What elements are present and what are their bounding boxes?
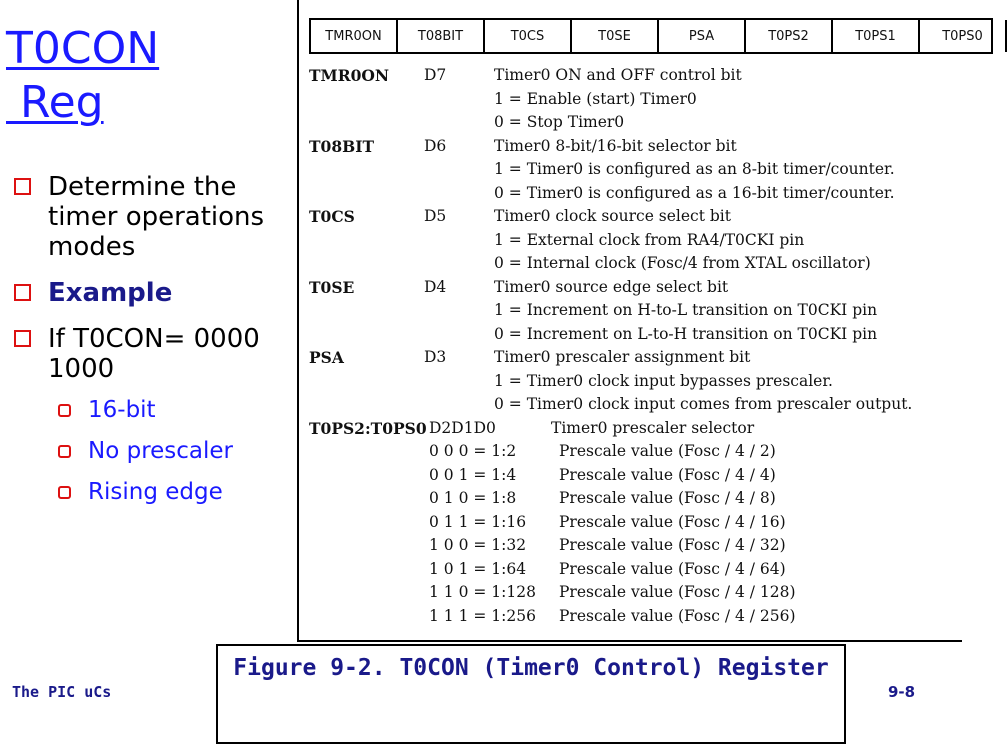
bullet-square-icon <box>14 178 31 195</box>
bit-description: Timer0 source edge select bit <box>494 277 729 296</box>
bullet-square-icon <box>14 284 31 301</box>
bullet-square-icon <box>14 330 31 347</box>
bullet-list <box>14 172 294 519</box>
bit-description: Timer0 8-bit/16-bit selector bit <box>494 136 737 155</box>
bit-description: 1 = Increment on H-to-L transition on T0CKI pin <box>494 301 878 319</box>
bullet-item <box>14 278 294 308</box>
definition-row <box>309 299 969 323</box>
register-bit-cell: TMR0ON <box>311 20 398 52</box>
sub-bullet-icon <box>58 486 71 499</box>
prescaler-header-row <box>309 417 969 441</box>
register-bit-cell: T0SE <box>572 20 659 52</box>
bullet-item <box>14 172 294 262</box>
bit-description: Timer0 prescaler assignment bit <box>494 348 751 366</box>
sub-bullet-icon <box>58 445 71 458</box>
prescaler-desc: Prescale value (Fosc / 4 / 2) <box>559 442 776 460</box>
definition-row <box>309 135 969 159</box>
prescaler-desc: Prescale value (Fosc / 4 / 16) <box>559 512 786 531</box>
sub-bullet-item <box>14 437 294 465</box>
definition-row <box>309 276 969 300</box>
bit-description: Timer0 ON and OFF control bit <box>494 66 742 84</box>
bit-position: D4 <box>424 277 447 296</box>
bit-description: 1 = Timer0 is configured as an 8-bit timer/counter. <box>494 160 895 178</box>
prescaler-value: 1 1 1 = 1:256 <box>429 606 536 625</box>
bullet-text: Example <box>48 278 173 308</box>
sub-bullet-text: No prescaler <box>88 438 234 464</box>
sub-bullet-item <box>14 478 294 506</box>
prescaler-value: 0 1 1 = 1:16 <box>429 512 527 531</box>
bullet-text: If T0CON= 0000 1000 <box>48 324 260 384</box>
bullet-text: Determine the timer operations modes <box>48 172 265 262</box>
bit-name: PSA <box>309 348 344 367</box>
bit-definitions <box>309 64 969 628</box>
bit-description: 0 = Timer0 clock input comes from prescaler output. <box>494 395 913 413</box>
bit-description: Timer0 clock source select bit <box>494 207 731 225</box>
prescaler-row <box>309 464 969 488</box>
sub-bullet-icon <box>58 404 71 417</box>
bit-position: D3 <box>424 348 447 366</box>
prescaler-row <box>309 605 969 629</box>
bit-position: D5 <box>424 207 447 225</box>
bit-name: T0SE <box>309 277 355 297</box>
bullet-item <box>14 324 294 384</box>
definition-row <box>309 229 969 253</box>
definition-row <box>309 323 969 347</box>
prescaler-desc: Prescale value (Fosc / 4 / 256) <box>559 606 796 625</box>
definition-row <box>309 205 969 229</box>
bit-description: 0 = Timer0 is configured as a 16-bit timer/counter. <box>494 183 895 202</box>
bit-name: T08BIT <box>309 136 374 156</box>
footer-course-label: The PIC uCs <box>12 683 112 701</box>
definition-row <box>309 158 969 182</box>
register-bit-cell: T0CS <box>485 20 572 52</box>
prescaler-value: 1 0 0 = 1:32 <box>429 536 527 554</box>
bit-name: T0CS <box>309 207 355 226</box>
figure-caption: Figure 9-2. T0CON (Timer0 Control) Register <box>216 644 846 744</box>
definition-row <box>309 346 969 370</box>
bit-description: 1 = Timer0 clock input bypasses prescaler. <box>494 371 833 390</box>
register-bit-cell: T08BIT <box>398 20 485 52</box>
bit-name: T0PS2:T0PS0 <box>309 418 427 438</box>
register-bit-cell: T0PS0 <box>920 20 1007 52</box>
bit-description: 0 = Stop Timer0 <box>494 113 625 131</box>
definition-row <box>309 370 969 394</box>
prescaler-value: 1 0 1 = 1:64 <box>429 559 527 578</box>
bit-description: 1 = External clock from RA4/T0CKI pin <box>494 230 805 249</box>
slide-title: T0CON Reg <box>6 23 160 128</box>
prescaler-desc: Prescale value (Fosc / 4 / 4) <box>559 465 776 484</box>
prescaler-desc: Prescale value (Fosc / 4 / 8) <box>559 489 776 507</box>
prescaler-row <box>309 558 969 582</box>
prescaler-row <box>309 534 969 558</box>
prescaler-value: 0 0 1 = 1:4 <box>429 465 517 484</box>
prescaler-row <box>309 487 969 511</box>
prescaler-value: 0 1 0 = 1:8 <box>429 489 517 507</box>
register-figure <box>297 0 983 642</box>
bit-position: D2D1D0 <box>429 418 496 437</box>
prescaler-desc: Prescale value (Fosc / 4 / 32) <box>559 536 786 554</box>
definition-row <box>309 64 969 88</box>
prescaler-value: 1 1 0 = 1:128 <box>429 583 536 601</box>
bit-position: D7 <box>424 66 447 84</box>
prescaler-value: 0 0 0 = 1:2 <box>429 442 517 460</box>
register-bit-cell: PSA <box>659 20 746 52</box>
bit-description: 0 = Increment on L-to-H transition on T0CKI pin <box>494 324 878 343</box>
prescaler-row <box>309 511 969 535</box>
definition-row <box>309 182 969 206</box>
bit-position: D6 <box>424 136 447 155</box>
prescaler-desc: Prescale value (Fosc / 4 / 64) <box>559 559 786 578</box>
definition-row <box>309 111 969 135</box>
sub-bullet-item <box>14 396 294 424</box>
sub-bullet-text: Rising edge <box>88 479 223 505</box>
definition-row <box>309 393 969 417</box>
prescaler-row <box>309 440 969 464</box>
sub-bullet-text: 16-bit <box>88 397 156 423</box>
page-number: 9-8 <box>888 683 916 701</box>
bit-name: TMR0ON <box>309 66 390 85</box>
definition-row <box>309 252 969 276</box>
bit-description: Timer0 prescaler selector <box>551 418 755 437</box>
register-bit-cell: T0PS1 <box>833 20 920 52</box>
register-bit-layout <box>309 18 993 54</box>
prescaler-desc: Prescale value (Fosc / 4 / 128) <box>559 583 796 601</box>
definition-row <box>309 88 969 112</box>
bit-description: 1 = Enable (start) Timer0 <box>494 89 697 108</box>
bit-description: 0 = Internal clock (Fosc/4 from XTAL oscillator) <box>494 254 871 272</box>
register-bit-cell: T0PS2 <box>746 20 833 52</box>
prescaler-row <box>309 581 969 605</box>
